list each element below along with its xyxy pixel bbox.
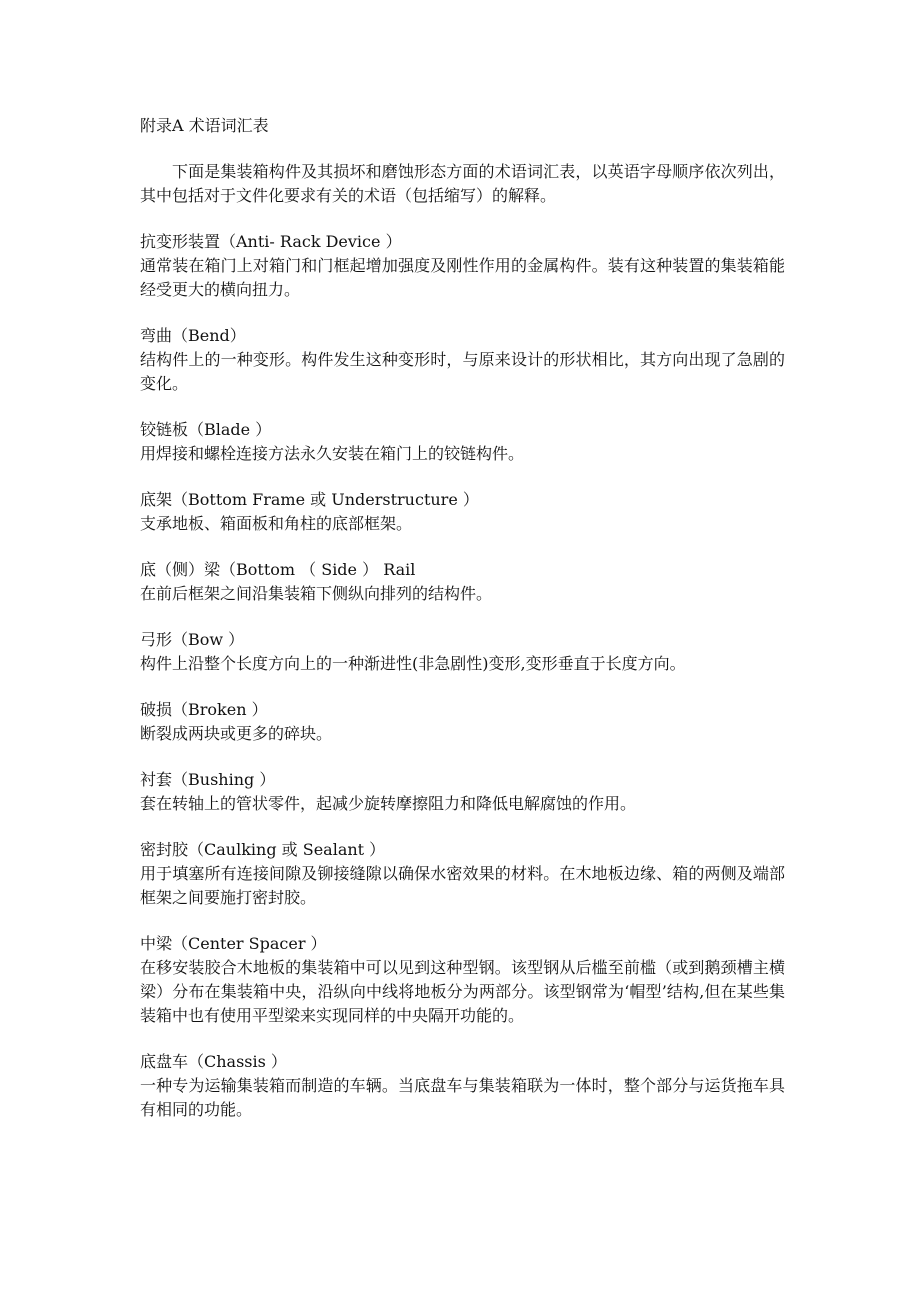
entry-definition: 在前后框架之间沿集装箱下侧纵向排列的结构件。 [140,584,493,603]
glossary-entry [140,558,785,606]
entry-definition: 支承地板、箱面板和角柱的底部框架。 [140,514,413,533]
intro-paragraph: 下面是集装箱构件及其损坏和磨蚀形态方面的术语词汇表，以英语字母顺序依次列出，其中包括对于文件化要求有关的术语（包括缩写）的解释。 [140,162,785,205]
entry-term: 抗变形装置（Anti- Rack Device ） [140,232,402,251]
entry-definition: 用焊接和螺栓连接方法永久安装在箱门上的铰链构件。 [140,444,525,463]
glossary-entry [140,628,785,676]
entry-definition: 套在转轴上的管状零件，起减少旋转摩擦阻力和降低电解腐蚀的作用。 [140,794,637,813]
entry-definition: 一种专为运输集装箱而制造的车辆。当底盘车与集装箱联为一体时，整个部分与运货拖车具有相同的功能。 [140,1076,785,1119]
glossary-entry [140,932,785,1028]
entry-term: 铰链板（Blade ） [140,420,272,439]
glossary-entry [140,488,785,536]
entry-term: 底（侧）梁（Bottom （ Side ） Rail [140,560,416,579]
glossary-entry [140,230,785,302]
entry-term: 弯曲（Bend） [140,326,246,345]
entry-term: 底盘车（Chassis ） [140,1052,287,1071]
entry-term: 破损（Broken ） [140,700,268,719]
entry-term: 密封胶（Caulking 或 Sealant ） [140,840,386,859]
glossary-entry [140,838,785,910]
entry-term: 底架（Bottom Frame 或 Understructure ） [140,490,479,509]
entry-definition: 结构件上的一种变形。构件发生这种变形时，与原来设计的形状相比，其方向出现了急剧的变化。 [140,350,785,393]
entry-term: 衬套（Bushing ） [140,770,276,789]
entry-definition: 构件上沿整个长度方向上的一种渐进性(非急剧性)变形,变形垂直于长度方向。 [140,654,686,673]
entry-definition: 在移安装胶合木地板的集装箱中可以见到这种型钢。该型钢从后槛至前槛（或到鹅颈槽主横梁）分布在集装箱中央，沿纵向中线将地板分为两部分。该型钢常为‘帽型’结构,但在某些集装箱中也有使用平型梁来实现同样的中央隔开功能的。 [140,958,785,1025]
entry-definition: 断裂成两块或更多的碎块。 [140,724,333,743]
glossary-entry [140,768,785,816]
glossary-entry [140,1050,785,1122]
entry-definition: 通常装在箱门上对箱门和门框起增加强度及刚性作用的金属构件。装有这种装置的集装箱能经受更大的横向扭力。 [140,256,785,299]
entry-term: 中梁（Center Spacer ） [140,934,327,953]
glossary-entry [140,418,785,466]
glossary-entry [140,324,785,396]
appendix-title: 附录A 术语词汇表 [140,116,269,135]
glossary-entry [140,698,785,746]
document-page [140,114,785,1144]
entry-definition: 用于填塞所有连接间隙及铆接缝隙以确保水密效果的材料。在木地板边缘、箱的两侧及端部框架之间要施打密封胶。 [140,864,785,907]
entry-term: 弓形（Bow ） [140,630,245,649]
